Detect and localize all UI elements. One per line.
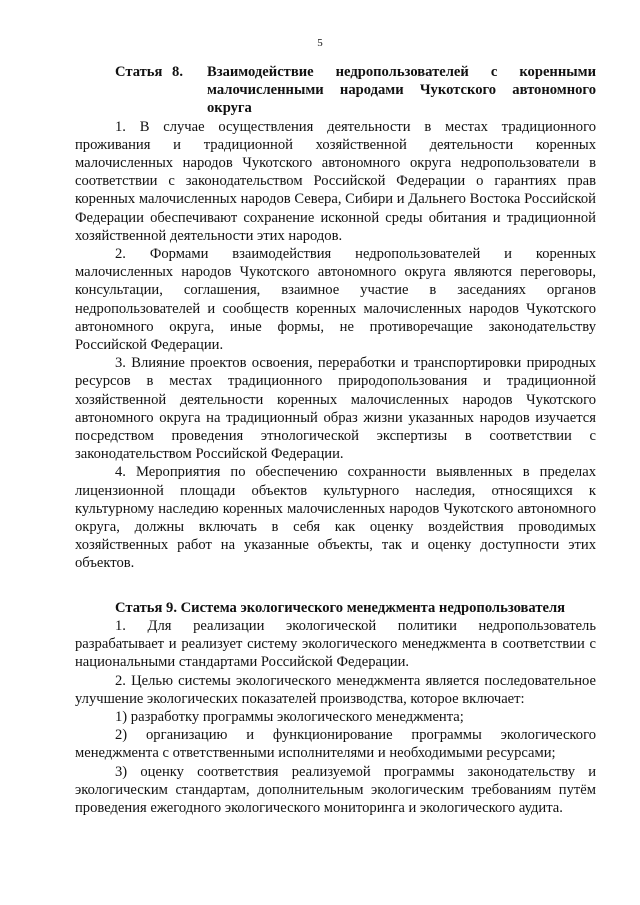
article-9-heading: Статья 9. Система экологического менеджмента недропользователя <box>115 599 566 616</box>
article-8-paragraph: 4. Мероприятия по обеспечению сохранности выявленных в пределах лицензионной площади объектов культурного наследия, относящихся к культурному наследию коренных малочисленных народов Чукотского автономного округа, должны включать в себя как оценку воздействия проводимых хозяйственных работ на указанные объекты, так и оценку доступности этих объектов. <box>75 464 596 572</box>
article-8-paragraph: 1. В случае осуществления деятельности в местах традиционного проживания и традиционной хозяйственной деятельности коренных малочисленных народов Чукотского автономного округа недропользователи в соответствии с законодательством Российской Федерации о гарантиях прав коренных малочисленных народов Севера, Сибири и Дальнего Востока Российской Федерации обеспечивают сохранение исконной среды обитания и традиционной хозяйственной деятельности этих народов. <box>75 118 596 244</box>
article-9-paragraph: 2. Целью системы экологического менеджмента является последовательное улучшение экологических показателей производства, которое включает: <box>75 672 596 707</box>
article-8-label: Статья 8. <box>115 64 183 80</box>
article-9-paragraph: 1. Для реализации экологической политики недропользователь разрабатывает и реализует систему экологического менеджмента в соответствии с национальными стандартами Российской Федерации. <box>75 617 596 671</box>
article-8-title: Взаимодействие недропользователей с коренными малочисленными народами Чукотского автономного округа <box>207 64 596 117</box>
article-9-list-item: 3) оценку соответствия реализуемой программы законодательству и экологическим стандартам, дополнительным экологическим требованиям путём проведения ежегодного экологического мониторинга и экологического аудита. <box>75 763 596 816</box>
article-8-heading <box>75 63 596 118</box>
article-9-list-item: 2) организацию и функционирование программы экологического менеджмента с ответственными исполнителями и необходимыми ресурсами; <box>75 727 596 762</box>
article-8-paragraph: 2. Формами взаимодействия недропользователей и коренных малочисленных народов Чукотского автономного округа являются переговоры, консультации, соглашения, взаимное участие в заседаниях органов недропользователей и сообществ коренных малочисленных народов Чукотского автономного округа, иные формы, не противоречащие законодательству Российской Федерации. <box>75 246 596 354</box>
document-body <box>75 63 596 817</box>
page-number: 5 <box>317 37 323 49</box>
article-8-paragraph: 3. Влияние проектов освоения, переработки и транспортировки природных ресурсов в местах традиционного природопользования и традиционной хозяйственной деятельности коренных малочисленных народов Чукотского автономного округа на традиционный образ жизни указанных народов изучается посредством проведения этнологической экспертизы в соответствии с законодательством Российской Федерации. <box>75 355 596 463</box>
article-9-list-item: 1) разработку программы экологического менеджмента; <box>115 708 464 725</box>
